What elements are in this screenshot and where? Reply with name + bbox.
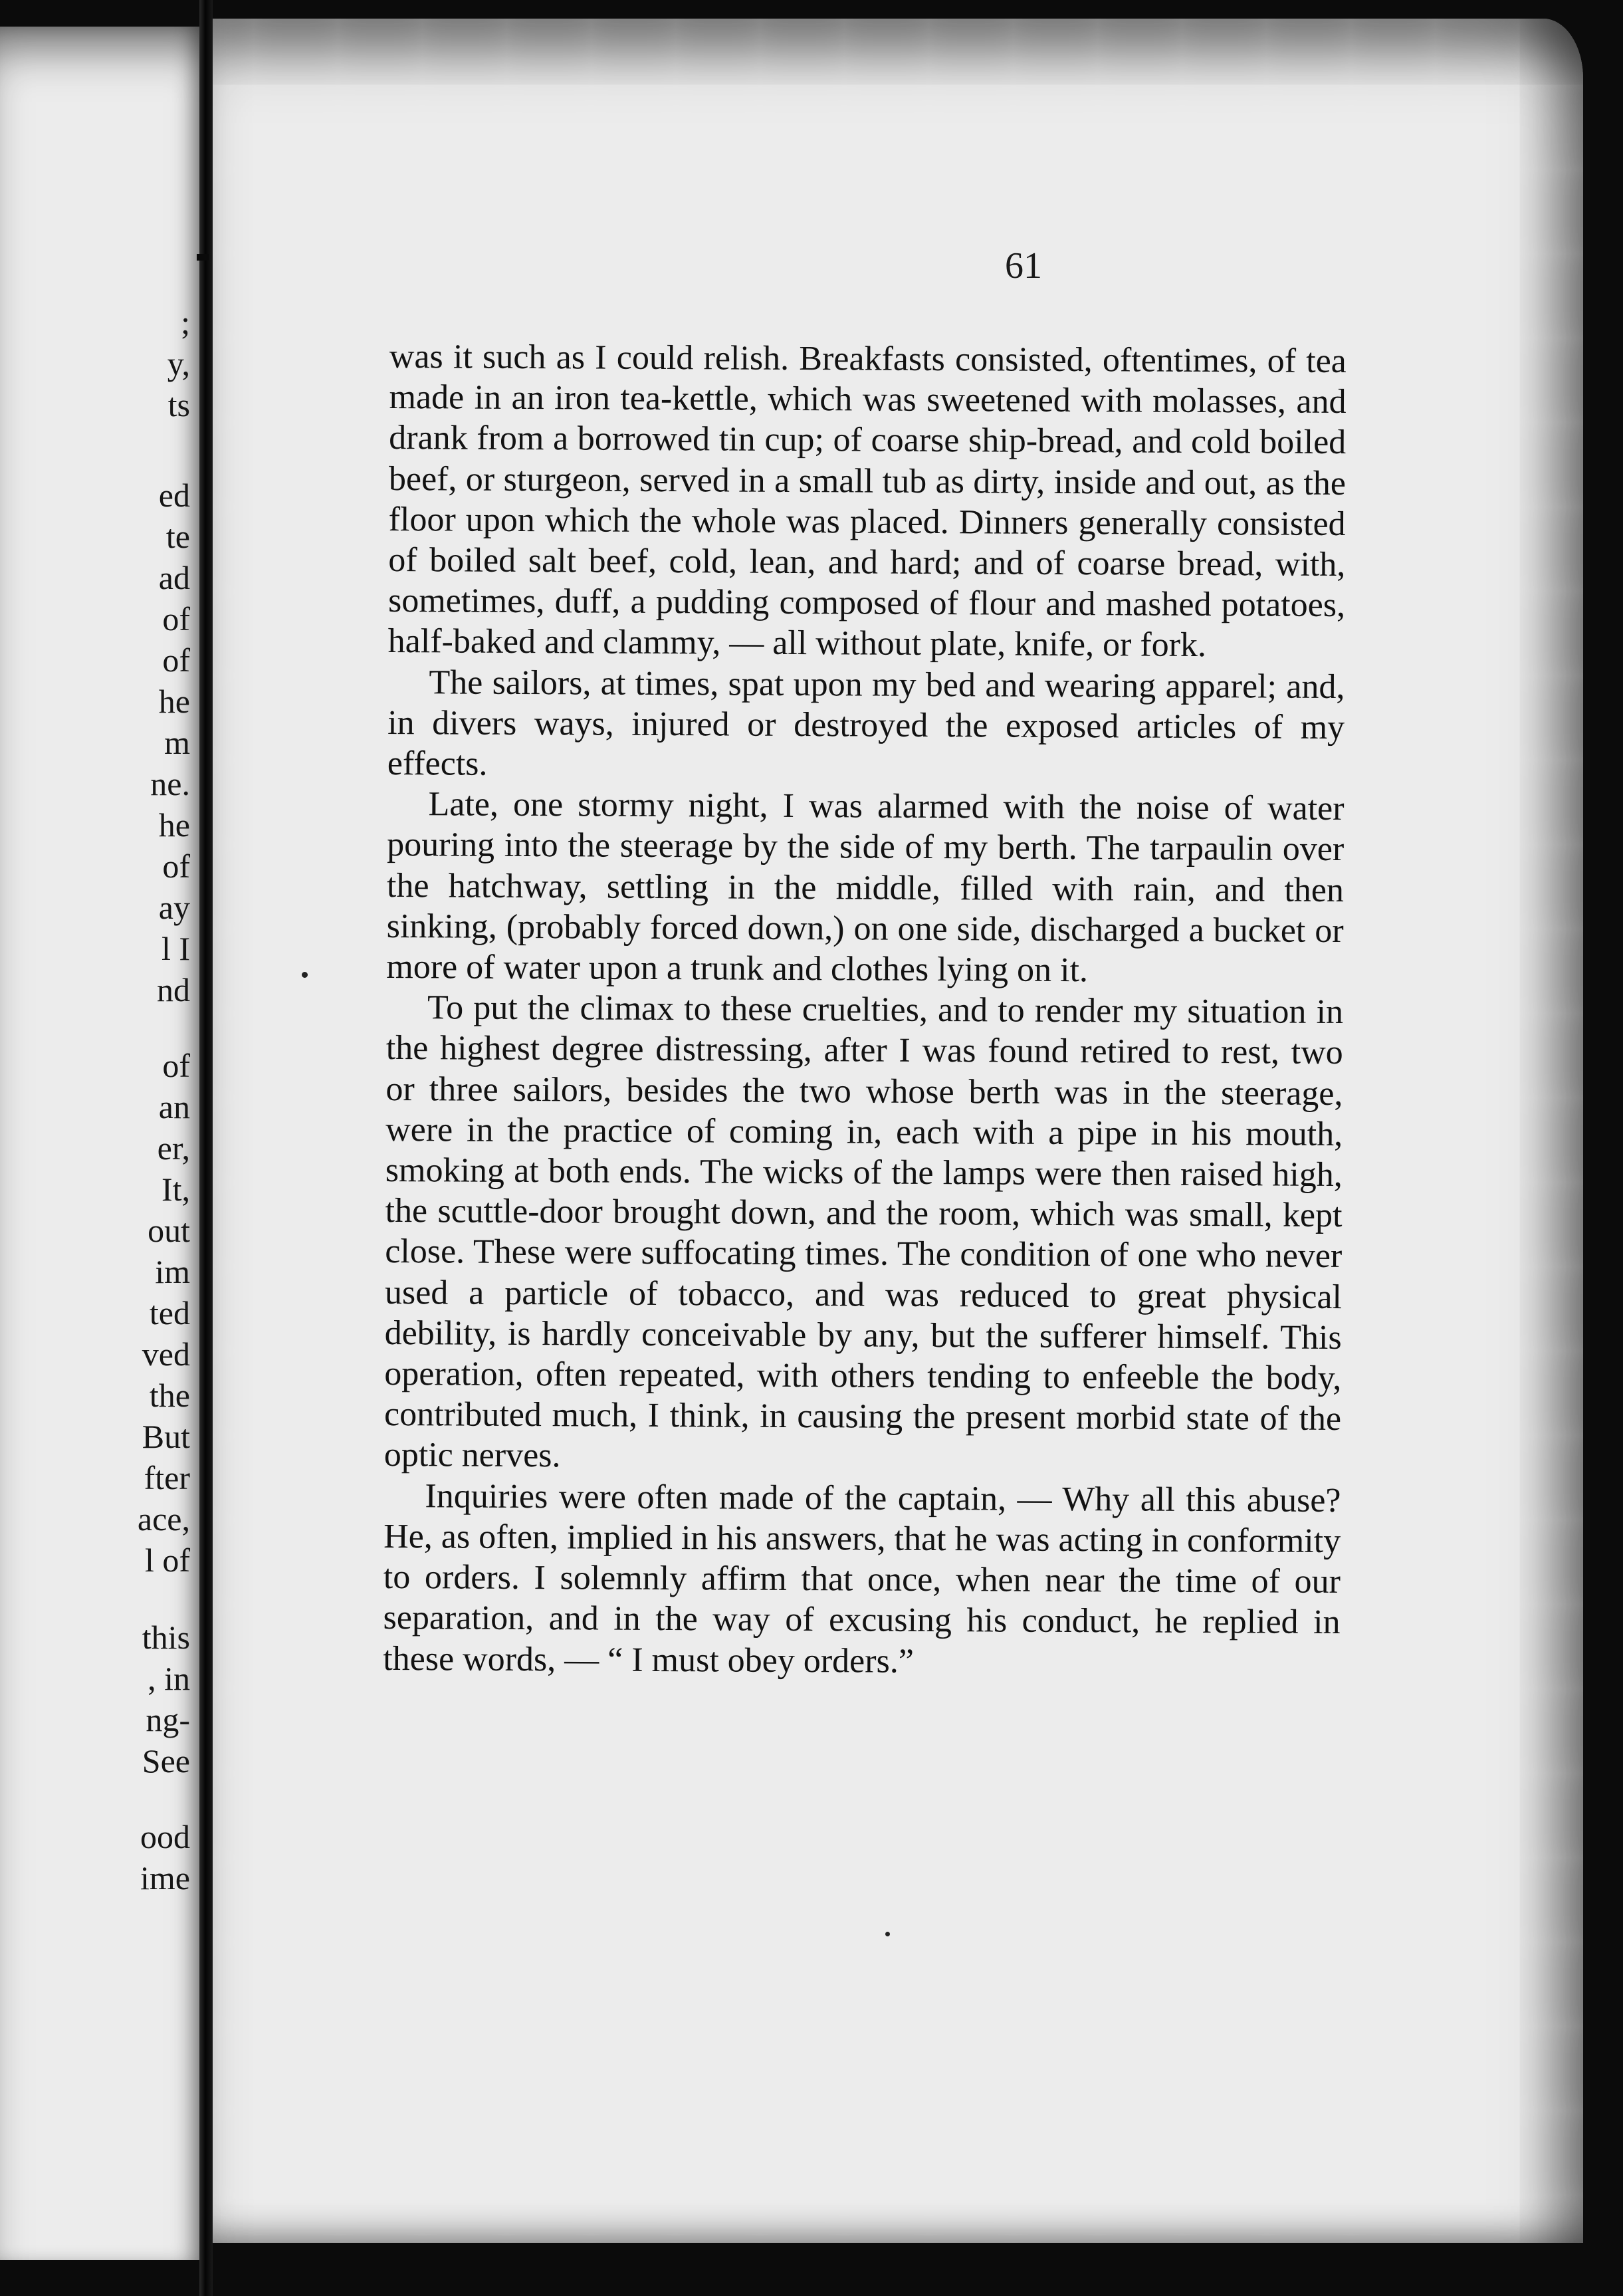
previous-page-line-fragment: fter	[144, 1459, 190, 1496]
previous-page-line-fragment: this	[142, 1619, 190, 1656]
previous-page-line-fragment: ng-	[146, 1701, 190, 1738]
previous-page-text	[0, 27, 199, 2260]
book-gutter	[199, 0, 213, 2296]
page-number: 61	[1005, 245, 1042, 287]
previous-page-line-fragment: ved	[142, 1335, 190, 1373]
previous-page-line-fragment: of	[162, 848, 190, 885]
paragraph: Inquiries were often made of the captain, — Why all this abuse? He, as often, implied in his answers, that he was acting in conformity to orders. I solemnly affirm that once, when near the time of our separation, and in the way of excusing his conduct, he replied in these words, — “ I must obey orders.”	[383, 1476, 1341, 1680]
previous-page-line-fragment: the	[149, 1377, 190, 1414]
paragraph: The sailors, at times, spat upon my bed and wearing apparel; and, in divers ways, injured or destroyed the exposed articles of my effects.	[387, 663, 1345, 783]
previous-page-line-fragment: im	[155, 1253, 190, 1290]
previous-page-line-fragment: , in	[148, 1660, 190, 1697]
body-text	[383, 336, 1347, 1684]
book-page	[213, 19, 1583, 2243]
previous-page-line-fragment: ace,	[137, 1500, 190, 1538]
gutter-mark	[197, 254, 209, 261]
previous-page-line-fragment: See	[142, 1742, 190, 1779]
previous-page-line-fragment: ay	[158, 889, 190, 926]
paper-speck	[885, 1932, 890, 1936]
paragraph: To put the climax to these cruelties, and to render my situation in the highest degree distressing, after I was found retired to rest, two or three sailors, besides the two whose berth was in the steerage, were in the practice of coming in, each with a pipe in his mouth, smoking at both ends. The wicks of the lamps were then raised high, the scuttle-door brought down, and the room, which was small, kept close. These were suffocating times. The condition of one who never used a particle of tobacco, and was reduced to great physical debility, is hardly conceivable by any, but the sufferer himself. This operation, often repeated, with others tending to enfeeble the body, contributed much, I think, in causing the present morbid state of the optic nerves.	[383, 988, 1344, 1475]
previous-page-line-fragment: out	[148, 1212, 190, 1249]
previous-page-line-fragment: nd	[157, 971, 190, 1008]
previous-page-line-fragment: he	[158, 683, 190, 720]
previous-page-line-fragment: m	[164, 724, 190, 761]
previous-page-line-fragment: ted	[149, 1294, 190, 1331]
paragraph: Late, one stormy night, I was alarmed with the noise of water pouring into the steerage by the side of my berth. The tarpaulin over the hatchway, settling in the middle, filled with rain, and then sinking, (probably forced down,) on one side, discharged a bucket or more of water upon a trunk and clothes lying on it.	[386, 785, 1345, 990]
previous-page-line-fragment: ood	[140, 1818, 190, 1855]
previous-page-fragment	[0, 27, 199, 2260]
previous-page-line-fragment: y,	[167, 345, 190, 382]
previous-page-line-fragment: ad	[158, 559, 190, 596]
previous-page-line-fragment: l I	[161, 930, 190, 967]
previous-page-line-fragment: er,	[157, 1129, 190, 1167]
previous-page-line-fragment: he	[158, 806, 190, 844]
paper-speck	[302, 972, 308, 978]
previous-page-line-fragment: ime	[140, 1859, 190, 1896]
previous-page-line-fragment: te	[165, 518, 190, 555]
previous-page-line-fragment: of	[162, 600, 190, 637]
previous-page-line-fragment: It,	[161, 1171, 190, 1208]
previous-page-line-fragment: of	[162, 1047, 190, 1084]
previous-page-line-fragment: l of	[144, 1542, 190, 1579]
previous-page-line-fragment: ;	[181, 304, 190, 341]
previous-page-line-fragment: But	[142, 1418, 190, 1455]
paragraph: was it such as I could relish. Breakfasts consisted, oftentimes, of tea made in an iron tea-kettle, which was sweetened with molasses, and drank from a borrowed tin cup; of coarse ship-bread, and cold boiled beef, or sturgeon, served in a small tub as dirty, inside and out, as the floor upon which the whole was placed. Dinners generally consisted of boiled salt beef, cold, lean, and hard; and of coarse bread, with, sometimes, duff, a pudding composed of flour and mashed potatoes, half-baked and clammy, — all without plate, knife, or fork.	[387, 337, 1347, 665]
previous-page-line-fragment: ne.	[150, 765, 190, 802]
previous-page-line-fragment: an	[158, 1088, 190, 1125]
previous-page-line-fragment: ts	[167, 386, 190, 423]
previous-page-line-fragment: of	[162, 641, 190, 679]
previous-page-line-fragment: ed	[158, 477, 190, 514]
